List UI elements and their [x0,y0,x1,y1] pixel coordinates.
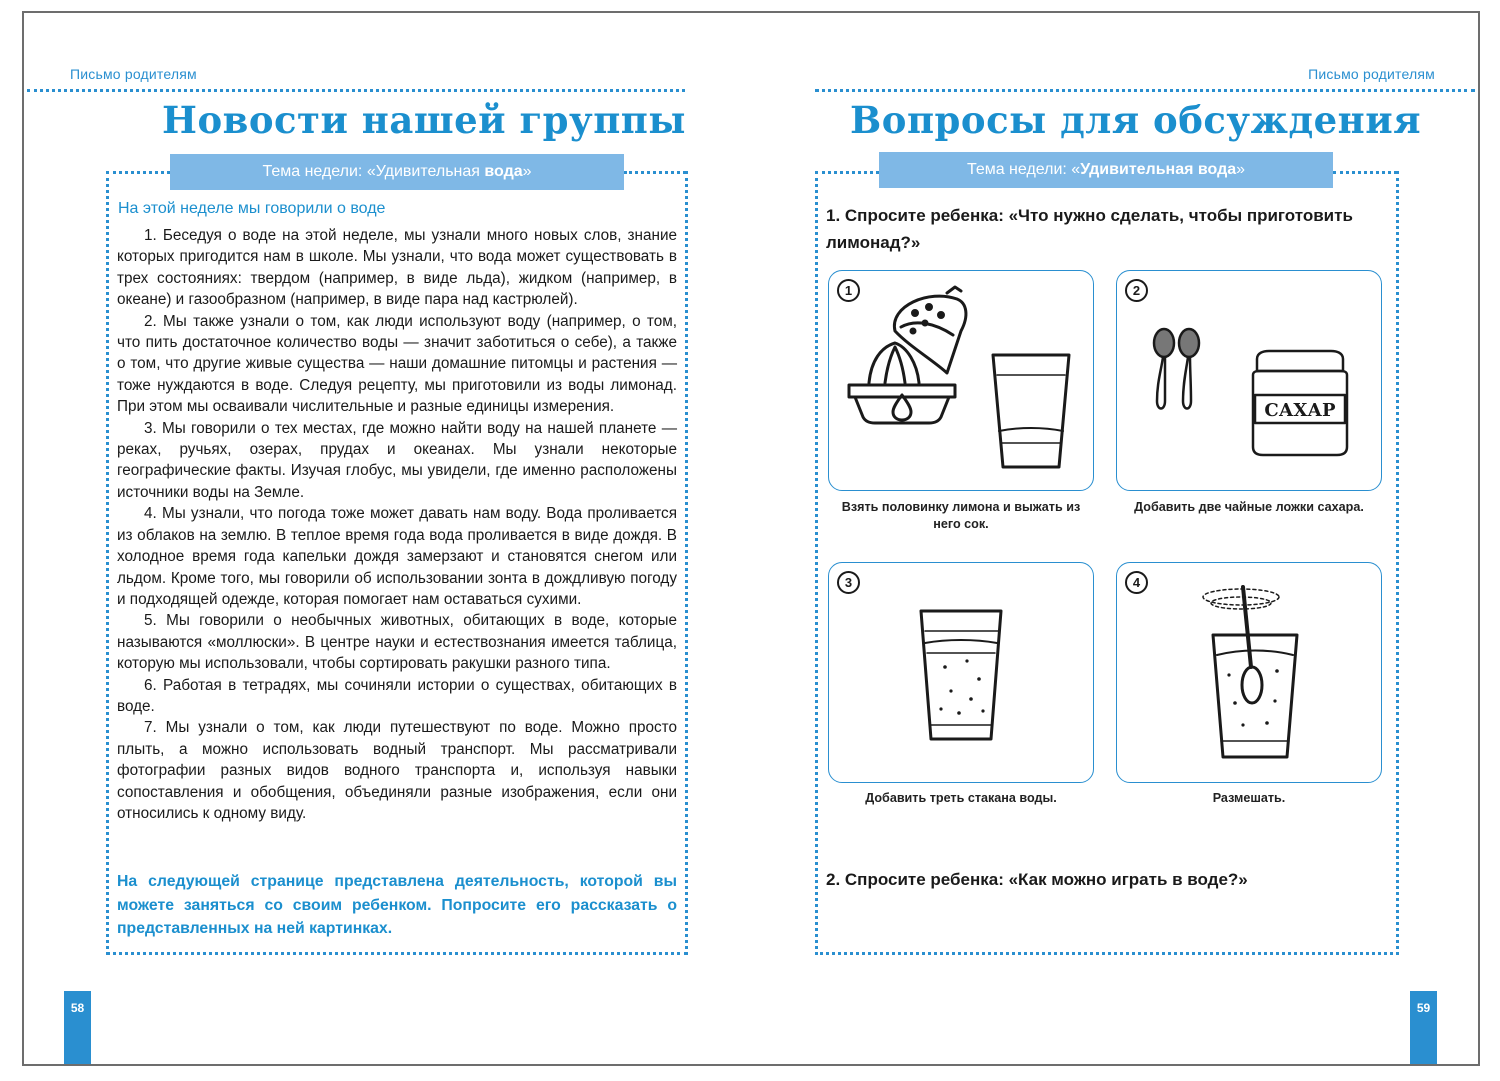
spoons-sugar-icon [1117,271,1383,492]
page-number: 59 [1410,991,1437,1064]
news-paragraph: 2. Мы также узнали о том, как люди используют воду (например, о том, что пить достаточное количество воды — значит заботиться о себе), а также о том, что другие живые существа — наши домашние питомцы и растения — тоже нуждаются в воде. Следуя рецепту, мы приготовили из воды лимонад. При этом мы осваивали числительные и разные единицы измерения. [117,312,677,416]
step-number: 4 [1125,571,1148,594]
step-card [1116,562,1382,783]
page-title: Новости нашей группы [162,98,686,142]
news-paragraph: 7. Мы узнали о том, как люди путешествуют по воде. Можно просто плыть, а можно использовать водный транспорт. Мы рассматривали фотографии разных видов водного транспорта и, используя навыки сопоставления и обобщения, объединяли разные изображения, если они относились к одному виду. [117,719,677,822]
lemon-juicer-icon [829,271,1095,492]
news-paragraph: 5. Мы говорили о необычных животных, обитающих в воде, которые называются «моллюски». В центре науки и естествознания имеется таблица, которую мы использовали, чтобы сортировать ракушки разного типа. [117,612,677,673]
glass-water-icon [829,563,1095,784]
news-paragraph: 6. Работая в тетрадях, мы сочиняли истории о существах, обитающих в воде. [117,676,677,715]
jar-label: САХАР [1264,400,1336,421]
step-caption: Добавить треть стакана воды. [865,791,1057,805]
header-divider [815,89,1475,92]
theme-banner: Тема недели: «Удивительная вода» [170,154,624,190]
news-text [117,225,677,824]
news-paragraph: 3. Мы говорили о тех местах, где можно найти воду на нашей планете — реках, ручьях, озерах, прудах и океанах. Мы узнали некоторые географические факты. Изучая глобус, мы увидели, где именно расположены источники воды на Земле. [117,419,677,501]
news-paragraph: 4. Мы узнали, что погода тоже может давать нам воду. Вода проливается из облаков на землю. В теплое время года вода проливается в виде дождя. В холодное время года капельки дождя замерзают и становятся снегом или льдом. Кроме того, мы говорили об использовании зонта в дождливую погоду и подходящей одежде, которая помогает нам оставаться сухими. [117,505,677,608]
step-card [828,562,1094,783]
step-caption: Добавить две чайные ложки сахара. [1134,500,1364,514]
step-number: 2 [1125,279,1148,302]
step-number: 1 [837,279,860,302]
question-1: 1. Спросите ребенка: «Что нужно сделать, чтобы приготовить лимонад?» [826,206,1353,252]
header-divider [27,89,685,92]
page-title: Вопросы для обсуждения [850,98,1422,142]
step-caption: Размешать. [1212,791,1286,805]
page-header: Письмо родителям [70,66,197,82]
step-number: 3 [837,571,860,594]
page-header: Письмо родителям [1308,66,1435,82]
footer-note: На следующей странице представлена деятельность, которой вы можете заняться со своим ребенком. Попросите его рассказать о представленных на ней картинках. [117,873,677,937]
news-paragraph: 1. Беседуя о воде на этой неделе, мы узнали много новых слов, знание которых пригодится нам в школе. Мы узнали, что вода может существовать в трех состояниях: твердом (например, в виде льда), жидком (например, в океане) и газообразном (например, в виде пара над кастрюлей). [117,227,677,309]
step-card [828,270,1094,491]
step-card [1116,270,1382,491]
step-caption: Взять половинку лимона и выжать из него сок. [841,500,1081,531]
page-number: 58 [64,991,91,1064]
section-heading: На этой неделе мы говорили о воде [118,200,386,217]
question-2: 2. Спросите ребенка: «Как можно играть в воде?» [826,870,1248,889]
theme-banner: Тема недели: «Удивительная вода» [879,152,1333,188]
stir-glass-icon [1117,563,1383,784]
